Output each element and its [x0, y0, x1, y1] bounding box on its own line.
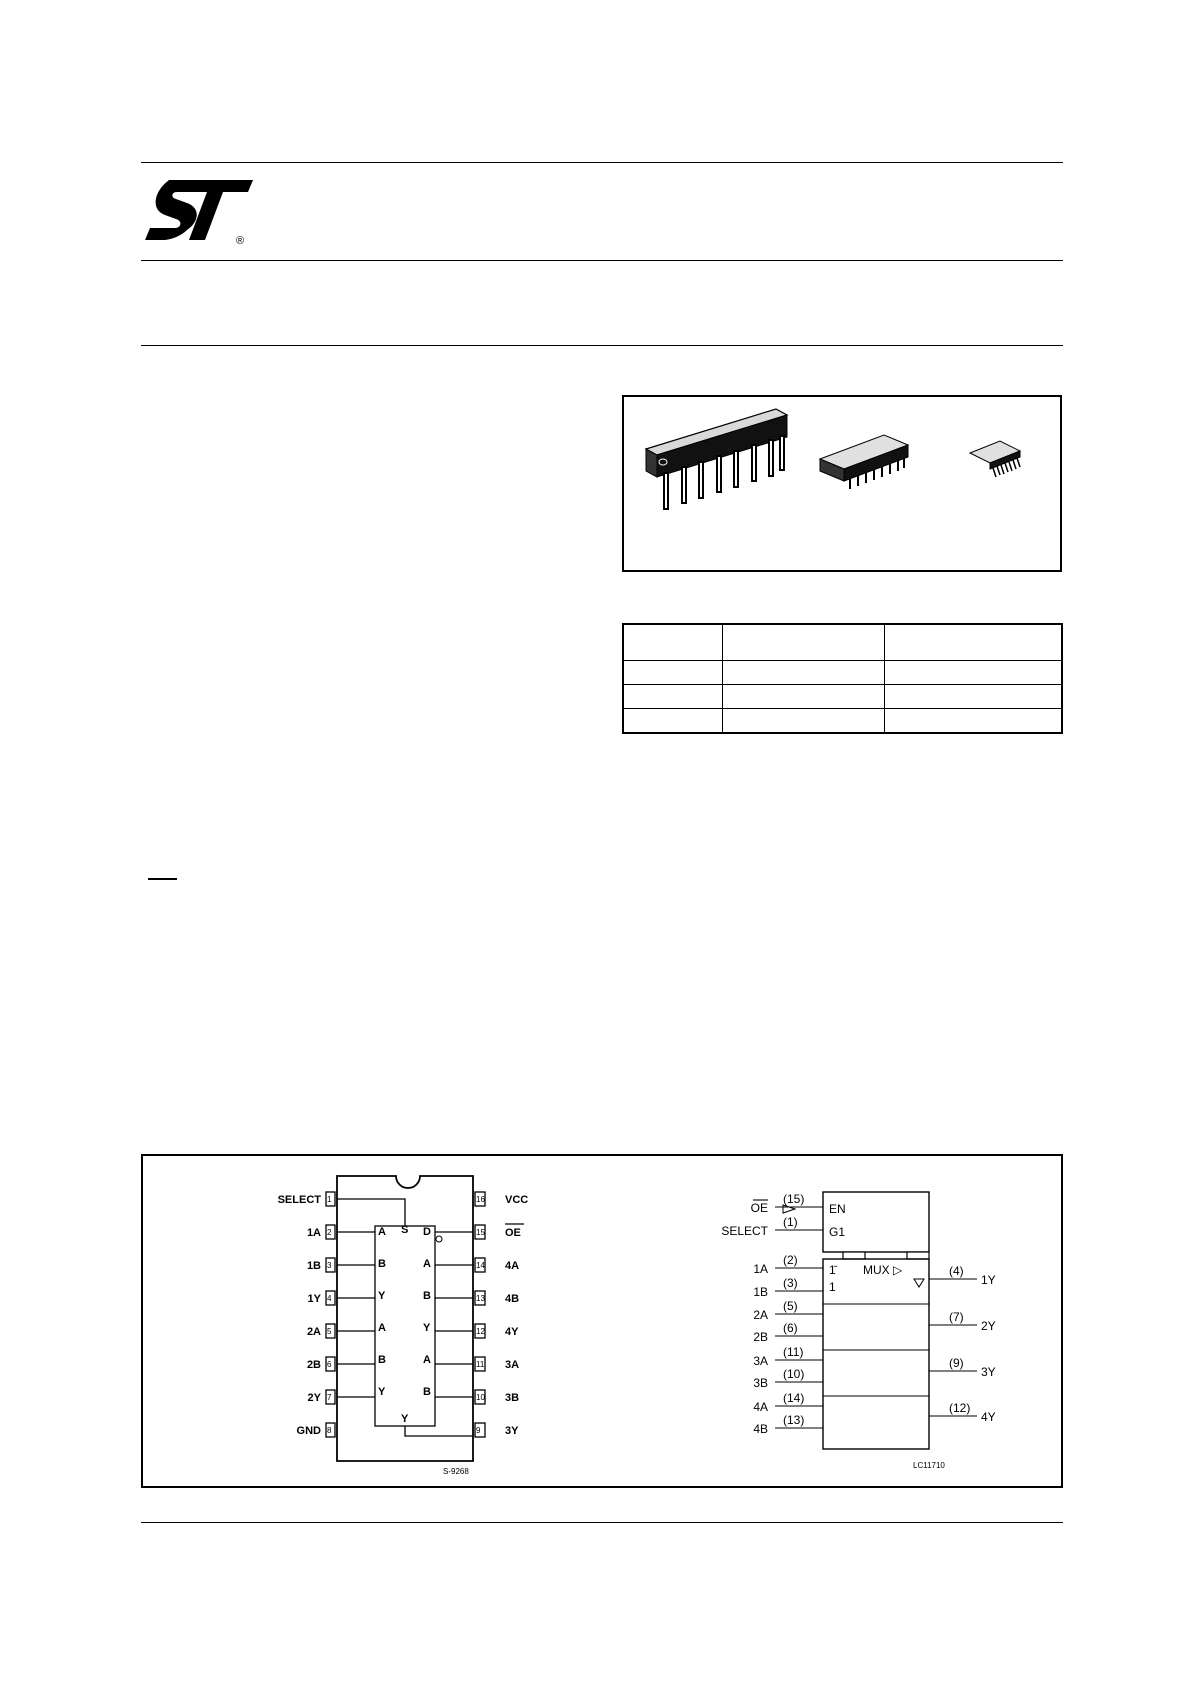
pin-name-11: 3A: [505, 1359, 520, 1371]
input-name-3A: 3A: [753, 1354, 768, 1368]
diagrams-box: [141, 1154, 1063, 1488]
pin-name-9: 3Y: [505, 1425, 519, 1437]
inner-right-label: A: [423, 1354, 431, 1366]
pin-name-1: SELECT: [277, 1194, 321, 1206]
dip-package-image: [646, 409, 787, 509]
logic-code: LC11710: [913, 1461, 945, 1470]
inner-left-label: B: [378, 1354, 386, 1366]
tristate-input-icon: [783, 1205, 795, 1213]
control-pin-OE: (15): [783, 1192, 805, 1206]
inner-left-label: Y: [378, 1290, 386, 1302]
inner-right-label: B: [423, 1386, 431, 1398]
input-pin-1B: (3): [783, 1276, 798, 1290]
table-row: [623, 685, 1062, 709]
inner-right-label: D: [423, 1226, 431, 1238]
inner-right-label: B: [423, 1290, 431, 1302]
package-images-box: [622, 395, 1062, 572]
pin-number-16: 16: [476, 1195, 485, 1204]
footer-rule: [141, 1522, 1063, 1523]
logic-symbol: [721, 1192, 995, 1470]
pin-number-11: 11: [476, 1360, 485, 1369]
input-pin-2A: (5): [783, 1299, 798, 1313]
output-name-3Y: 3Y: [981, 1365, 996, 1379]
input-name-4A: 4A: [753, 1400, 768, 1414]
pin-number-10: 10: [476, 1393, 485, 1402]
output-name-4Y: 4Y: [981, 1410, 996, 1424]
pin-name-13: 4B: [505, 1293, 520, 1305]
output-pin-1Y: (4): [949, 1264, 964, 1278]
pin-number-2: 2: [327, 1228, 332, 1237]
input-name-1A: 1A: [753, 1262, 768, 1276]
output-pin-3Y: (9): [949, 1356, 964, 1370]
pin-number-15: 15: [476, 1228, 485, 1237]
registered-mark: ®: [236, 235, 245, 247]
inner-label-y: Y: [401, 1413, 409, 1425]
table-row: [623, 709, 1062, 734]
control-pin-SELECT: (1): [783, 1215, 798, 1229]
order-codes-table: [622, 623, 1063, 734]
control-name-OE: OE: [750, 1201, 768, 1215]
pin-name-15: OE: [505, 1227, 521, 1239]
header-rule-bottom: [141, 345, 1063, 346]
g1-label: G1: [829, 1225, 846, 1239]
tssop-package-image: [970, 441, 1020, 477]
inner-left-label: A: [378, 1322, 386, 1334]
pin-name-7: 2Y: [307, 1392, 321, 1404]
pin-number-14: 14: [476, 1261, 485, 1270]
pin-number-13: 13: [476, 1294, 485, 1303]
inner-left-label: A: [378, 1226, 386, 1238]
pin-name-12: 4Y: [505, 1326, 519, 1338]
en-label: EN: [829, 1202, 846, 1216]
inner-left-label: B: [378, 1258, 386, 1270]
pin-number-4: 4: [327, 1294, 332, 1303]
pin-name-14: 4A: [505, 1260, 520, 1272]
table-header-row: [623, 624, 1062, 661]
diagram-code: S-9268: [443, 1467, 469, 1476]
inner-right-label: A: [423, 1258, 431, 1270]
input-pin-2B: (6): [783, 1321, 798, 1335]
output-pin-2Y: (7): [949, 1310, 964, 1324]
pin-number-6: 6: [327, 1360, 332, 1369]
connection-diagram: [278, 1176, 529, 1476]
pin-name-16: VCC: [505, 1194, 529, 1206]
tristate-output-icon: [914, 1279, 924, 1287]
pin-name-4: 1Y: [307, 1293, 321, 1305]
pin-name-6: 2B: [306, 1359, 321, 1371]
inner-right-label: Y: [423, 1322, 431, 1334]
pin-number-3: 3: [327, 1261, 332, 1270]
pin-number-1: 1: [327, 1195, 332, 1204]
inner-left-label: Y: [378, 1386, 386, 1398]
output-name-1Y: 1Y: [981, 1273, 996, 1287]
input-pin-3A: (11): [783, 1345, 804, 1359]
input-name-2B: 2B: [753, 1330, 768, 1344]
pin-name-8: GND: [296, 1425, 321, 1437]
header-rule-middle: [141, 260, 1063, 261]
output-pin-4Y: (12): [949, 1401, 971, 1415]
table-row: [623, 661, 1062, 685]
mux-label: MUX ▷: [863, 1263, 903, 1277]
overline-mark: [148, 878, 177, 880]
pin-name-10: 3B: [505, 1392, 520, 1404]
pin-number-8: 8: [327, 1426, 332, 1435]
input-pin-3B: (10): [783, 1367, 805, 1381]
input-name-2A: 2A: [753, 1308, 768, 1322]
input-pin-4A: (14): [783, 1391, 805, 1405]
sel-bar-label: 1̄: [829, 1263, 836, 1277]
output-name-2Y: 2Y: [981, 1319, 996, 1333]
pin-name-2: 1A: [306, 1227, 321, 1239]
input-pin-1A: (2): [783, 1253, 798, 1267]
control-name-SELECT: SELECT: [721, 1224, 768, 1238]
pin-number-12: 12: [476, 1327, 485, 1336]
header-rule-top: [141, 162, 1063, 163]
st-logo: [141, 174, 256, 248]
input-name-1B: 1B: [753, 1285, 768, 1299]
pin-number-9: 9: [476, 1426, 481, 1435]
pin-name-5: 2A: [306, 1326, 321, 1338]
pin-name-3: 1B: [306, 1260, 321, 1272]
pin-number-5: 5: [327, 1327, 332, 1336]
so-package-image: [820, 435, 908, 489]
input-pin-4B: (13): [783, 1413, 805, 1427]
sel-one-label: 1: [829, 1280, 836, 1294]
inner-label-s: S: [401, 1224, 409, 1236]
pin-number-7: 7: [327, 1393, 332, 1402]
input-name-4B: 4B: [753, 1422, 768, 1436]
input-name-3B: 3B: [753, 1376, 768, 1390]
